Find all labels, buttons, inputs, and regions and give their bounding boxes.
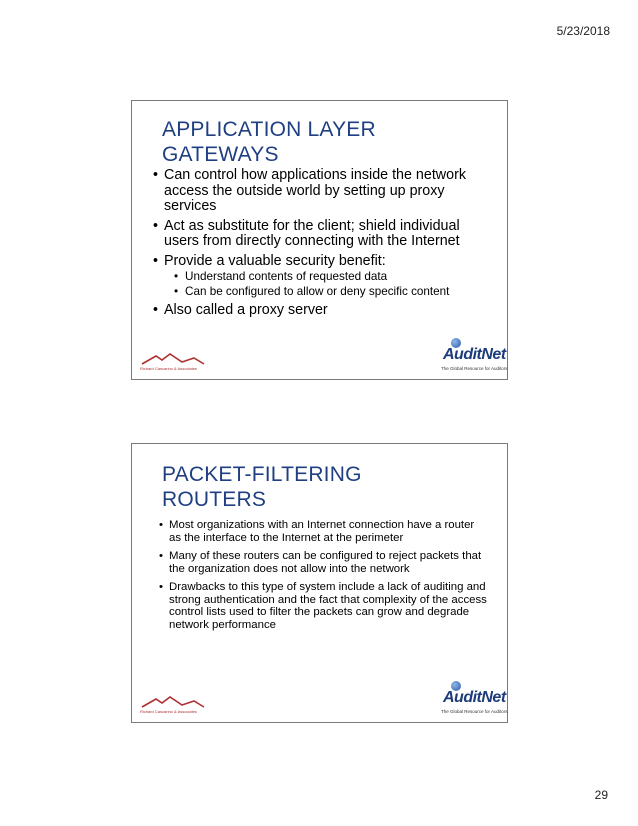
slide-title	[162, 117, 482, 167]
slide-title-line-2: GATEWAYS	[162, 143, 279, 166]
slide-packet-filtering-routers	[131, 443, 508, 723]
auditnet-logo-text: AuditNet	[443, 689, 506, 706]
sub-bullet-item: • Understand contents of requested data	[174, 271, 493, 284]
slide-title	[162, 462, 482, 512]
auditnet-tagline: The Global Resource for Auditors	[441, 366, 508, 371]
slide-application-layer-gateways	[131, 100, 508, 380]
bullet-item: • Act as substitute for the client; shield individual users from directly connecting with the Internet	[153, 219, 493, 250]
bullet-text: Provide a valuable security benefit:	[164, 252, 386, 269]
auditnet-logo-text: AuditNet	[443, 346, 506, 363]
cascarino-logo-text: Richard Cascarino & Associates	[140, 366, 197, 371]
auditnet-logo	[441, 340, 508, 374]
slide-title-line-1: APPLICATION LAYER	[162, 118, 376, 141]
page-number: 29	[594, 788, 608, 802]
bullet-item: • Most organizations with an Internet connection have a router as the interface to the Internet at the perimeter	[159, 519, 489, 545]
auditnet-logo	[441, 683, 508, 717]
auditnet-tagline: The Global Resource for Auditors	[441, 709, 508, 714]
date-header: 5/23/2018	[556, 24, 610, 38]
bullet-list	[153, 168, 493, 322]
bullet-item: • Can control how applications inside the network access the outside world by setting up proxy services	[153, 168, 493, 215]
sub-bullet-list	[164, 271, 493, 299]
cascarino-logo	[138, 694, 208, 716]
bullet-list	[159, 519, 489, 637]
slide-title-line-2: ROUTERS	[162, 488, 267, 511]
sub-bullet-item: • Can be configured to allow or deny specific content	[174, 286, 493, 299]
bullet-item: • Drawbacks to this type of system include a lack of auditing and strong authentication and the fact that complexity of the access control lists used to filter the packets can grow and degrade network performance	[159, 581, 489, 633]
bullet-item: • Many of these routers can be configured to reject packets that the organization does not allow into the network	[159, 550, 489, 576]
bullet-item	[153, 254, 493, 299]
cascarino-logo-text: Richard Cascarino & Associates	[140, 709, 197, 714]
bullet-item: • Also called a proxy server	[153, 303, 493, 319]
cascarino-logo	[138, 351, 208, 373]
slide-title-line-1: PACKET-FILTERING	[162, 463, 362, 486]
